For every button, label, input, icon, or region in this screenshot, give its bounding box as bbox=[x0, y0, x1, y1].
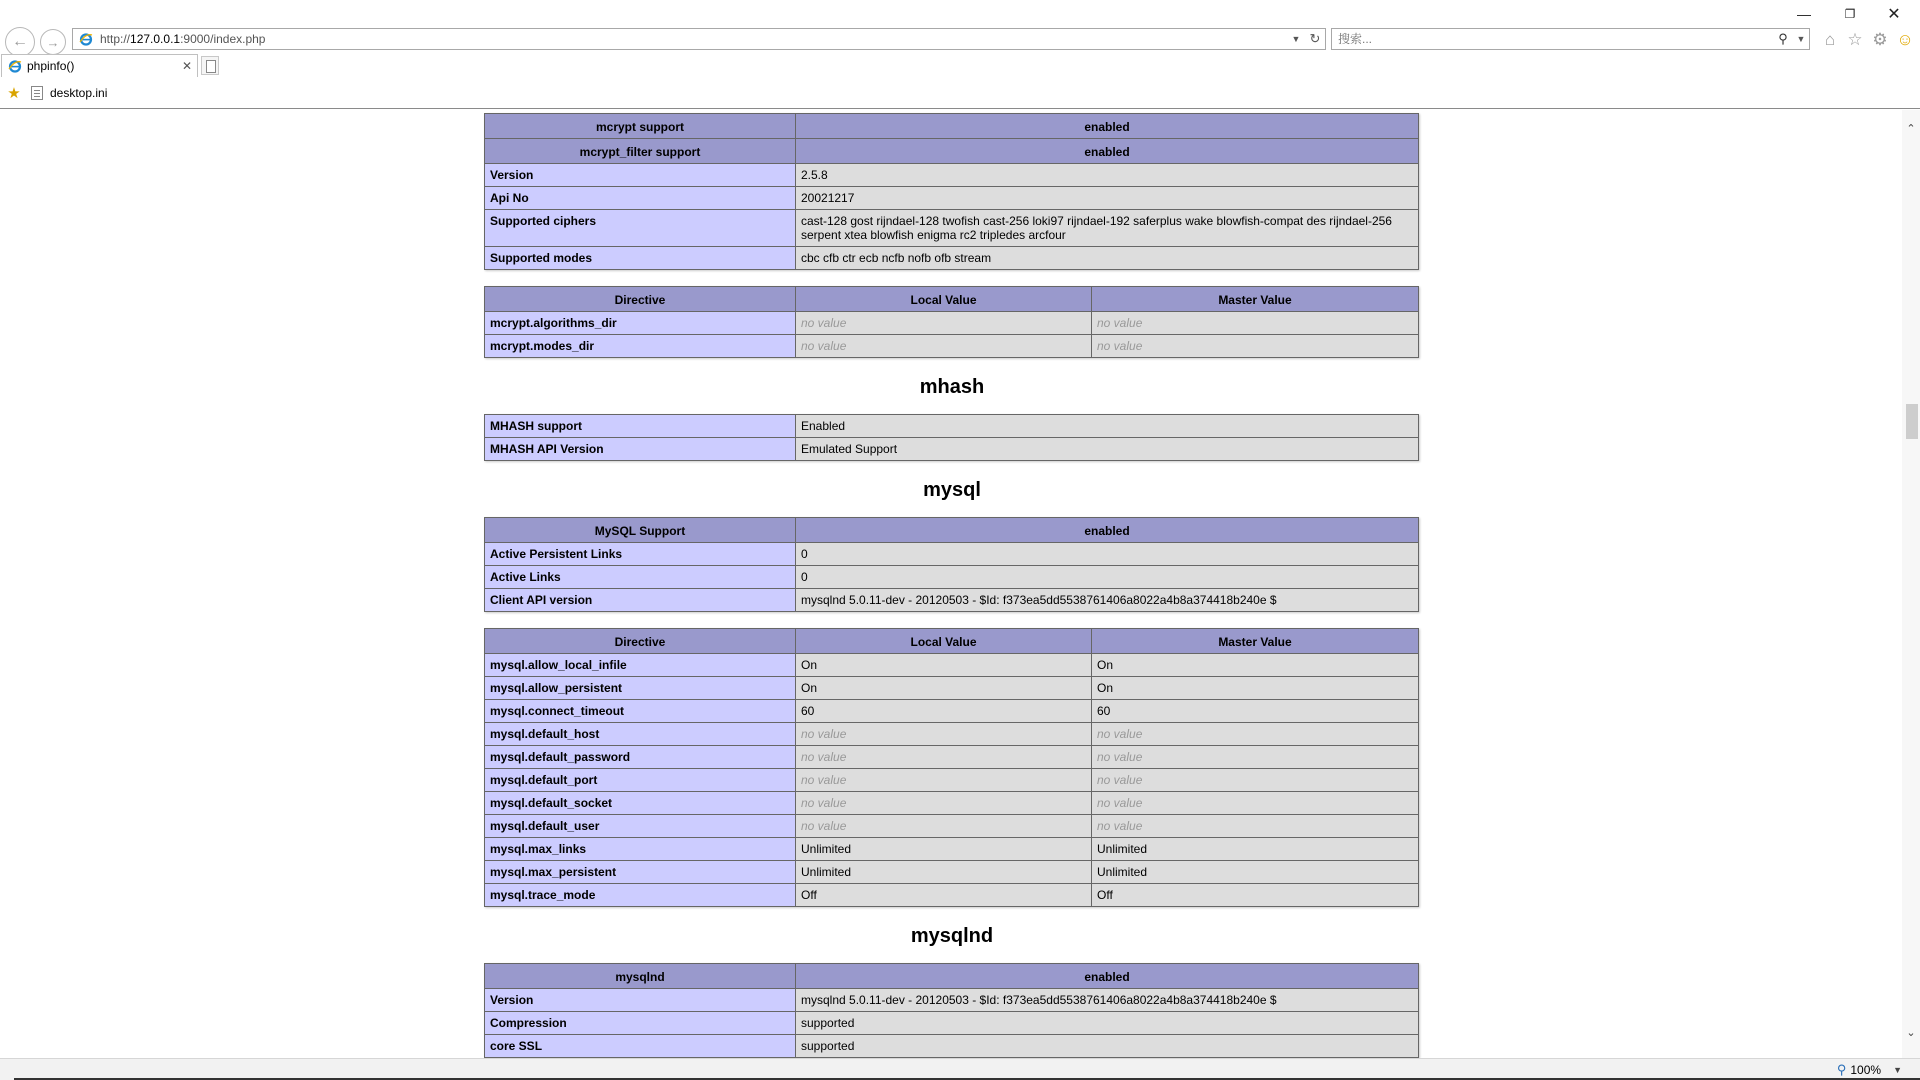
value-cell: 0 bbox=[796, 543, 1419, 566]
table-row bbox=[485, 700, 1419, 723]
page-icon bbox=[31, 86, 43, 100]
column-header: Directive bbox=[485, 629, 796, 654]
close-window-button[interactable]: ✕ bbox=[1887, 6, 1901, 23]
table-row bbox=[485, 438, 1419, 461]
local-value-cell: no value bbox=[796, 746, 1092, 769]
scroll-thumb[interactable] bbox=[1906, 404, 1918, 439]
key-cell: Client API version bbox=[485, 589, 796, 612]
header-cell: mcrypt support bbox=[485, 114, 796, 139]
mcrypt-info-table bbox=[484, 113, 1419, 270]
table-row bbox=[485, 838, 1419, 861]
address-dropdown-icon[interactable]: ▼ bbox=[1291, 34, 1301, 44]
table-header-row bbox=[485, 287, 1419, 312]
header-cell: enabled bbox=[796, 139, 1419, 164]
zoom-dropdown-icon[interactable]: ▼ bbox=[1893, 1065, 1902, 1075]
directive-cell: mysql.allow_persistent bbox=[485, 677, 796, 700]
zoom-level: 100% bbox=[1850, 1063, 1882, 1077]
key-cell: core SSL bbox=[485, 1035, 796, 1058]
table-row bbox=[485, 210, 1419, 247]
restore-button[interactable]: ❐ bbox=[1844, 7, 1856, 21]
smiley-icon[interactable]: ☺ bbox=[1896, 30, 1914, 49]
column-header: Directive bbox=[485, 287, 796, 312]
favorites-bar bbox=[0, 81, 1920, 105]
table-header-row bbox=[485, 518, 1419, 543]
column-header: Master Value bbox=[1092, 287, 1419, 312]
header-cell: enabled bbox=[796, 114, 1419, 139]
directive-cell: mcrypt.algorithms_dir bbox=[485, 312, 796, 335]
local-value-cell: Off bbox=[796, 884, 1092, 907]
table-row bbox=[485, 335, 1419, 358]
table-row bbox=[485, 769, 1419, 792]
zoom-control[interactable] bbox=[1837, 1061, 1902, 1079]
directive-cell: mysql.max_links bbox=[485, 838, 796, 861]
section-title-mysql: mysql bbox=[923, 479, 981, 501]
local-value-cell: no value bbox=[796, 335, 1092, 358]
local-value-cell: Unlimited bbox=[796, 861, 1092, 884]
ie-logo-icon bbox=[78, 31, 94, 47]
scroll-up-icon[interactable]: ⌃ bbox=[1906, 123, 1916, 135]
directive-cell: mysql.allow_local_infile bbox=[485, 654, 796, 677]
directive-cell: mysql.default_password bbox=[485, 746, 796, 769]
master-value-cell: no value bbox=[1092, 723, 1419, 746]
table-row bbox=[485, 164, 1419, 187]
star-icon[interactable]: ☆ bbox=[1847, 30, 1863, 49]
local-value-cell: On bbox=[796, 677, 1092, 700]
address-path: :9000/index.php bbox=[180, 32, 266, 46]
mysql-directives-table bbox=[484, 628, 1419, 907]
new-tab-button[interactable] bbox=[201, 56, 219, 75]
forward-button[interactable] bbox=[40, 29, 66, 55]
back-button[interactable] bbox=[5, 27, 35, 57]
directive-cell: mysql.default_port bbox=[485, 769, 796, 792]
column-header: Local Value bbox=[796, 287, 1092, 312]
table-row bbox=[485, 723, 1419, 746]
mcrypt-directives-table bbox=[484, 286, 1419, 358]
header-cell: enabled bbox=[796, 518, 1419, 543]
address-host: 127.0.0.1 bbox=[130, 32, 181, 46]
mysqlnd-table bbox=[484, 963, 1419, 1058]
close-tab-icon[interactable]: ✕ bbox=[181, 59, 193, 73]
tab-title: phpinfo() bbox=[27, 59, 75, 73]
add-favorite-icon[interactable]: ★ bbox=[7, 85, 21, 102]
browser-chrome bbox=[0, 0, 1920, 109]
master-value-cell: On bbox=[1092, 677, 1419, 700]
phpinfo-content bbox=[484, 113, 1420, 1058]
table-row bbox=[485, 677, 1419, 700]
table-row bbox=[485, 566, 1419, 589]
table-row bbox=[485, 589, 1419, 612]
local-value-cell: no value bbox=[796, 815, 1092, 838]
minimize-button[interactable]: — bbox=[1797, 6, 1811, 22]
section-title-mysqlnd: mysqlnd bbox=[910, 925, 994, 947]
value-cell: mysqlnd 5.0.11-dev - 20120503 - $Id: f373ea5dd5538761406a8022a4b8a374418b240e $ bbox=[796, 989, 1419, 1012]
mhash-table bbox=[484, 414, 1419, 461]
gear-icon[interactable]: ⚙ bbox=[1872, 30, 1888, 49]
ie-logo-icon bbox=[7, 58, 23, 74]
home-icon[interactable]: ⌂ bbox=[1824, 30, 1836, 49]
value-cell: supported bbox=[796, 1035, 1419, 1058]
master-value-cell: On bbox=[1092, 654, 1419, 677]
table-row bbox=[485, 187, 1419, 210]
search-input[interactable] bbox=[1332, 32, 1773, 46]
directive-cell: mcrypt.modes_dir bbox=[485, 335, 796, 358]
status-bar bbox=[0, 1058, 1920, 1080]
table-row bbox=[485, 415, 1419, 438]
address-bar[interactable] bbox=[72, 28, 1326, 50]
directive-cell: mysql.connect_timeout bbox=[485, 700, 796, 723]
key-cell: Supported modes bbox=[485, 247, 796, 270]
master-value-cell: no value bbox=[1092, 792, 1419, 815]
value-cell: cbc cfb ctr ecb ncfb nofb ofb stream bbox=[796, 247, 1419, 270]
table-header-row bbox=[485, 629, 1419, 654]
favorite-link[interactable]: desktop.ini bbox=[50, 86, 108, 100]
table-row bbox=[485, 247, 1419, 270]
master-value-cell: Unlimited bbox=[1092, 838, 1419, 861]
refresh-icon[interactable]: ↻ bbox=[1309, 31, 1321, 46]
key-cell: Version bbox=[485, 164, 796, 187]
key-cell: Api No bbox=[485, 187, 796, 210]
page-viewport bbox=[0, 110, 1902, 1058]
value-cell: cast-128 gost rijndael-128 twofish cast-256 loki97 rijndael-192 saferplus wake blowfish-compat des rijndael-256 serpent xtea blowfish enigma rc2 tripledes arcfour bbox=[796, 210, 1419, 247]
search-icon[interactable]: ⚲ bbox=[1778, 31, 1788, 46]
back-arrow-icon: ← bbox=[12, 33, 28, 50]
master-value-cell: no value bbox=[1092, 312, 1419, 335]
local-value-cell: no value bbox=[796, 769, 1092, 792]
directive-cell: mysql.default_user bbox=[485, 815, 796, 838]
master-value-cell: Off bbox=[1092, 884, 1419, 907]
table-row bbox=[485, 792, 1419, 815]
header-cell: MySQL Support bbox=[485, 518, 796, 543]
table-row bbox=[485, 989, 1419, 1012]
value-cell: supported bbox=[796, 1012, 1419, 1035]
master-value-cell: no value bbox=[1092, 335, 1419, 358]
key-cell: Active Persistent Links bbox=[485, 543, 796, 566]
key-cell: Compression bbox=[485, 1012, 796, 1035]
master-value-cell: no value bbox=[1092, 769, 1419, 792]
search-box[interactable] bbox=[1331, 28, 1810, 50]
directive-cell: mysql.default_host bbox=[485, 723, 796, 746]
header-cell: enabled bbox=[796, 964, 1419, 989]
address-input[interactable] bbox=[100, 32, 1287, 46]
mysql-info-table bbox=[484, 517, 1419, 612]
directive-cell: mysql.trace_mode bbox=[485, 884, 796, 907]
address-scheme: http:// bbox=[100, 32, 131, 46]
scroll-down-icon[interactable]: ⌄ bbox=[1906, 1027, 1916, 1039]
directive-cell: mysql.max_persistent bbox=[485, 861, 796, 884]
table-header-row bbox=[485, 114, 1419, 139]
value-cell: mysqlnd 5.0.11-dev - 20120503 - $Id: f373ea5dd5538761406a8022a4b8a374418b240e $ bbox=[796, 589, 1419, 612]
zoom-icon: ⚲ bbox=[1836, 1062, 1847, 1077]
directive-cell: mysql.default_socket bbox=[485, 792, 796, 815]
master-value-cell: no value bbox=[1092, 746, 1419, 769]
column-header: Master Value bbox=[1092, 629, 1419, 654]
table-row bbox=[485, 1035, 1419, 1058]
value-cell: Emulated Support bbox=[796, 438, 1419, 461]
key-cell: Version bbox=[485, 989, 796, 1012]
table-row bbox=[485, 861, 1419, 884]
table-row bbox=[485, 815, 1419, 838]
value-cell: 20021217 bbox=[796, 187, 1419, 210]
table-row bbox=[485, 884, 1419, 907]
local-value-cell: no value bbox=[796, 792, 1092, 815]
local-value-cell: 60 bbox=[796, 700, 1092, 723]
table-row bbox=[485, 746, 1419, 769]
master-value-cell: no value bbox=[1092, 815, 1419, 838]
table-row bbox=[485, 654, 1419, 677]
tab-phpinfo[interactable] bbox=[1, 54, 198, 77]
vertical-scrollbar[interactable] bbox=[1902, 110, 1920, 1058]
local-value-cell: Unlimited bbox=[796, 838, 1092, 861]
table-row bbox=[485, 543, 1419, 566]
key-cell: Active Links bbox=[485, 566, 796, 589]
header-cell: mysqlnd bbox=[485, 964, 796, 989]
table-row bbox=[485, 1012, 1419, 1035]
column-header: Local Value bbox=[796, 629, 1092, 654]
master-value-cell: Unlimited bbox=[1092, 861, 1419, 884]
key-cell: Supported ciphers bbox=[485, 210, 796, 247]
local-value-cell: no value bbox=[796, 312, 1092, 335]
forward-arrow-icon: → bbox=[46, 34, 60, 50]
table-header-row bbox=[485, 139, 1419, 164]
value-cell: 0 bbox=[796, 566, 1419, 589]
value-cell: Enabled bbox=[796, 415, 1419, 438]
value-cell: 2.5.8 bbox=[796, 164, 1419, 187]
key-cell: MHASH API Version bbox=[485, 438, 796, 461]
search-dropdown-icon[interactable]: ▼ bbox=[1796, 34, 1806, 44]
table-row bbox=[485, 312, 1419, 335]
key-cell: MHASH support bbox=[485, 415, 796, 438]
header-cell: mcrypt_filter support bbox=[485, 139, 796, 164]
table-header-row bbox=[485, 964, 1419, 989]
local-value-cell: On bbox=[796, 654, 1092, 677]
local-value-cell: no value bbox=[796, 723, 1092, 746]
master-value-cell: 60 bbox=[1092, 700, 1419, 723]
section-title-mhash: mhash bbox=[919, 376, 985, 398]
